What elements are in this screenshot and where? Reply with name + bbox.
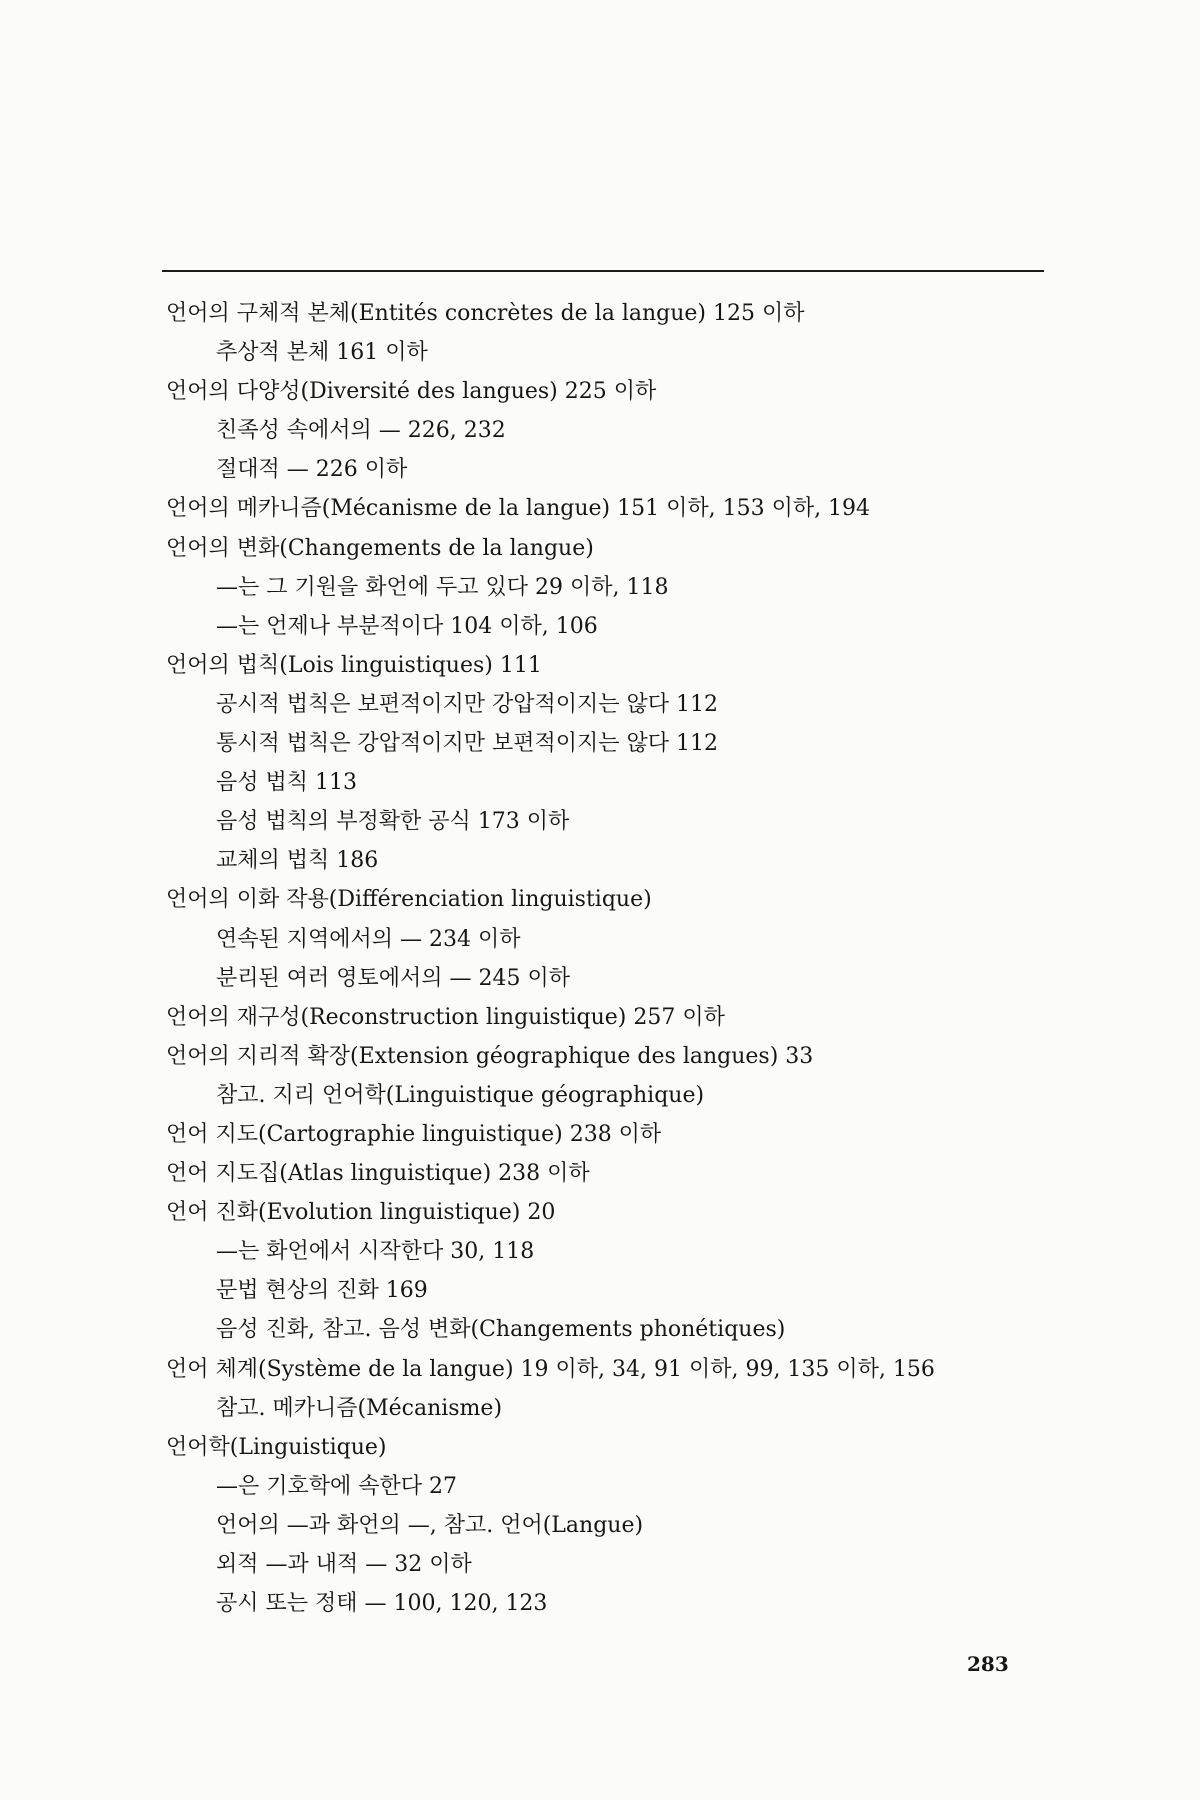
index-entry: 언어 진화(Evolution linguistique) 20 bbox=[166, 1200, 556, 1226]
index-subentry: 음성 법칙 113 bbox=[216, 770, 357, 796]
index-subentry: —는 화언에서 시작한다 30, 118 bbox=[216, 1239, 535, 1265]
index-subentry: 연속된 지역에서의 — 234 이하 bbox=[216, 926, 521, 952]
index-entry: 언어 지도(Cartographie linguistique) 238 이하 bbox=[166, 1121, 662, 1147]
index-subentry: 참고. 지리 언어학(Linguistique géographique) bbox=[216, 1082, 705, 1108]
index-entry: 언어학(Linguistique) bbox=[166, 1434, 387, 1460]
index-subentry: 친족성 속에서의 — 226, 232 bbox=[216, 418, 506, 444]
index-entry: 언어의 법칙(Lois linguistiques) 111 bbox=[166, 652, 542, 678]
index-subentry: 공시 또는 정태 — 100, 120, 123 bbox=[216, 1591, 548, 1617]
index-entry: 언어의 재구성(Reconstruction linguistique) 257 이하 bbox=[166, 1004, 725, 1030]
top-rule bbox=[162, 270, 1044, 272]
index-entry: 언어 지도집(Atlas linguistique) 238 이하 bbox=[166, 1161, 590, 1187]
index-subentry: —는 언제나 부분적이다 104 이하, 106 bbox=[216, 613, 598, 639]
index-subentry: 외적 —과 내적 — 32 이하 bbox=[216, 1552, 472, 1577]
index-entry: 언어의 메카니즘(Mécanisme de la langue) 151 이하, 153 이하, 194 bbox=[166, 496, 871, 522]
index-subentry: 음성 법칙의 부정확한 공식 173 이하 bbox=[216, 809, 570, 835]
index-subentry: 교체의 법칙 186 bbox=[216, 848, 379, 874]
index-subentry: 언어의 —과 화언의 —, 참고. 언어(Langue) bbox=[216, 1512, 644, 1538]
index-subentry: 공시적 법칙은 보편적이지만 강압적이지는 않다 112 bbox=[216, 691, 718, 717]
index-entry: 언어의 변화(Changements de la langue) bbox=[166, 535, 594, 561]
index-subentry: 추상적 본체 161 이하 bbox=[216, 340, 428, 366]
index-subentry: 분리된 여러 영토에서의 — 245 이하 bbox=[216, 965, 570, 991]
index-entry: 언어 체계(Système de la langue) 19 이하, 34, 91 이하, 99, 135 이하, 156 bbox=[166, 1356, 935, 1382]
index-subentry: 절대적 — 226 이하 bbox=[216, 457, 408, 483]
index-entry: 언어의 구체적 본체(Entités concrètes de la langue) 125 이하 bbox=[166, 301, 805, 326]
index-subentry: —는 그 기원을 화언에 두고 있다 29 이하, 118 bbox=[216, 574, 669, 600]
index-entry: 언어의 지리적 확장(Extension géographique des langues) 33 bbox=[166, 1043, 814, 1069]
page-number: 283 bbox=[967, 1652, 1009, 1676]
index-subentry: 통시적 법칙은 강압적이지만 보편적이지는 않다 112 bbox=[216, 731, 718, 757]
index-entry: 언어의 이화 작용(Différenciation linguistique) bbox=[166, 887, 652, 913]
index-subentry: 음성 진화, 참고. 음성 변화(Changements phonétiques) bbox=[216, 1317, 786, 1343]
index-subentry: —은 기호학에 속한다 27 bbox=[216, 1473, 457, 1499]
index-subentry: 문법 현상의 진화 169 bbox=[216, 1278, 428, 1304]
index-entry-list bbox=[166, 294, 1166, 1623]
index-entry: 언어의 다양성(Diversité des langues) 225 이하 bbox=[166, 379, 657, 405]
index-subentry: 참고. 메카니즘(Mécanisme) bbox=[216, 1395, 503, 1421]
